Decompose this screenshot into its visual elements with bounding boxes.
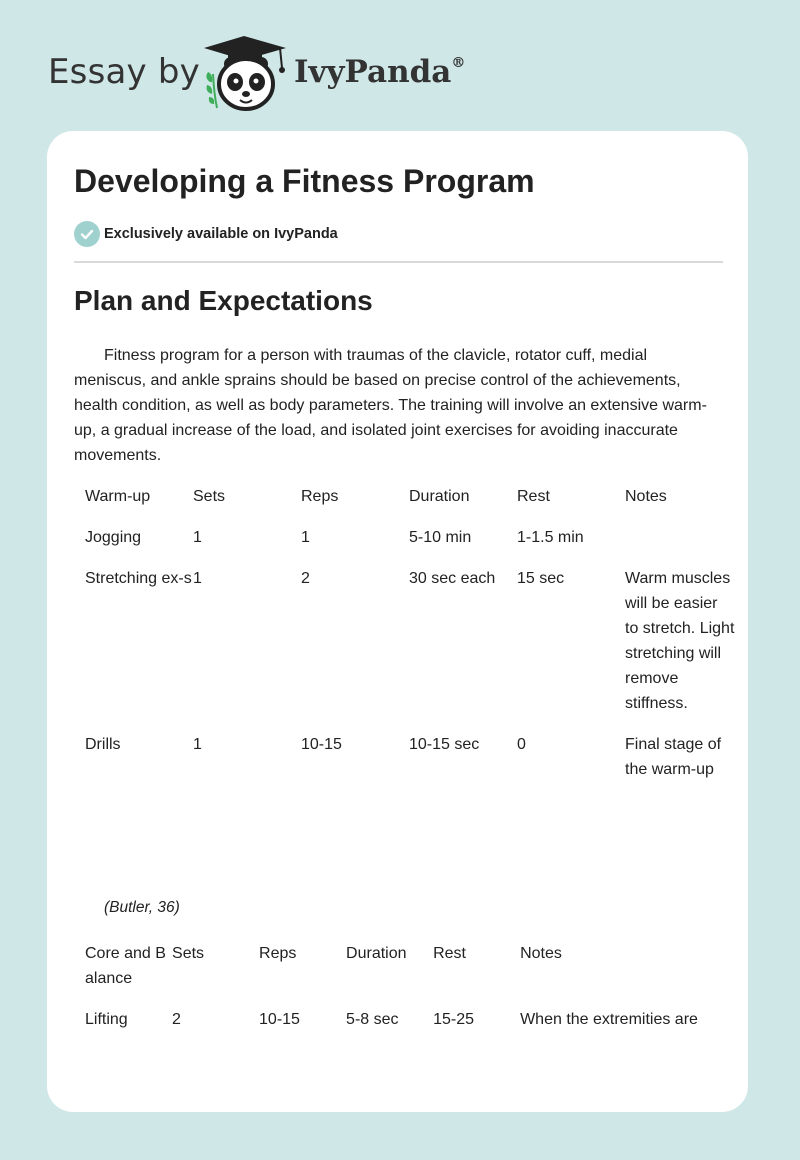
- table-cell: 30 sec each: [409, 570, 496, 587]
- table-header-cell: Sets: [193, 488, 226, 505]
- table-cell: 10-15: [301, 736, 342, 753]
- table-cell: 1: [193, 529, 202, 546]
- table-header-cell: Rest: [433, 945, 466, 962]
- citation: (Butler, 36): [104, 899, 180, 916]
- brand-header: [48, 34, 508, 114]
- table-cell: 0: [517, 736, 526, 753]
- table-cell: Final stage of the warm-up: [625, 736, 722, 778]
- table-cell: When the extremities are: [520, 1011, 698, 1028]
- brand-prefix: Essay by: [48, 52, 200, 92]
- table-header-cell: Notes: [625, 488, 667, 505]
- check-circle-icon: [74, 221, 100, 247]
- table-cell: 10-15 sec: [409, 736, 480, 753]
- table-cell: Drills: [85, 736, 121, 753]
- table-header-cell: Reps: [259, 945, 297, 962]
- panda-logo-icon: [200, 34, 290, 114]
- badge-label: Exclusively available on IvyPanda: [104, 226, 338, 242]
- table-header-cell: Rest: [517, 488, 550, 505]
- table-cell: 1: [301, 529, 310, 546]
- table-cell: 5-8 sec: [346, 1011, 399, 1028]
- table-cell: Warm muscles will be easier to stretch. Light stretching will remove stiffness.: [625, 570, 735, 712]
- table-header-cell: Sets: [172, 945, 205, 962]
- table-cell: 15-25: [433, 1011, 474, 1028]
- page-title: Developing a Fitness Program: [74, 163, 535, 199]
- table-header-cell: Warm-up: [85, 488, 151, 505]
- table-header-row: [85, 941, 735, 1007]
- table-cell: 2: [301, 570, 310, 587]
- exclusive-badge: [74, 221, 338, 247]
- section-heading: Plan and Expectations: [74, 285, 373, 316]
- core-balance-table: [85, 941, 735, 1048]
- brand-name: IvyPanda®: [294, 54, 466, 90]
- table-header-cell: Duration: [346, 945, 407, 962]
- table-header-cell: Core and Balance: [85, 945, 166, 987]
- table-header-cell: Notes: [520, 945, 562, 962]
- table-header-cell: Reps: [301, 488, 339, 505]
- table-cell: 5-10 min: [409, 529, 472, 546]
- table-cell: 10-15: [259, 1011, 300, 1028]
- table-cell: Stretching ex-s: [85, 570, 192, 587]
- divider: [74, 261, 723, 263]
- table-row: [85, 525, 741, 566]
- table-cell: [625, 525, 741, 566]
- table-cell: 1: [193, 736, 202, 753]
- table-cell: 1-1.5 min: [517, 529, 584, 546]
- table-row: [85, 1007, 735, 1048]
- table-cell: 1: [193, 570, 202, 587]
- essay-card: [47, 131, 748, 1112]
- table-row: [85, 732, 741, 798]
- table-cell: Lifting: [85, 1011, 128, 1028]
- table-cell: Jogging: [85, 529, 142, 546]
- table-header-row: [85, 484, 741, 525]
- table-header-cell: Duration: [409, 488, 470, 505]
- table-cell: 15 sec: [517, 570, 565, 587]
- intro-paragraph: Fitness program for a person with traumas of the clavicle, rotator cuff, medial meniscus, and ankle sprains should be based on precise control of the achievements, health condition, as well as body parameters. The training will involve an extensive warm-up, a gradual increase of the load, and isolated joint exercises for avoiding inaccurate movements.: [74, 347, 707, 464]
- table-row: [85, 566, 741, 732]
- table-cell: 2: [172, 1011, 181, 1028]
- warmup-table: [85, 484, 741, 798]
